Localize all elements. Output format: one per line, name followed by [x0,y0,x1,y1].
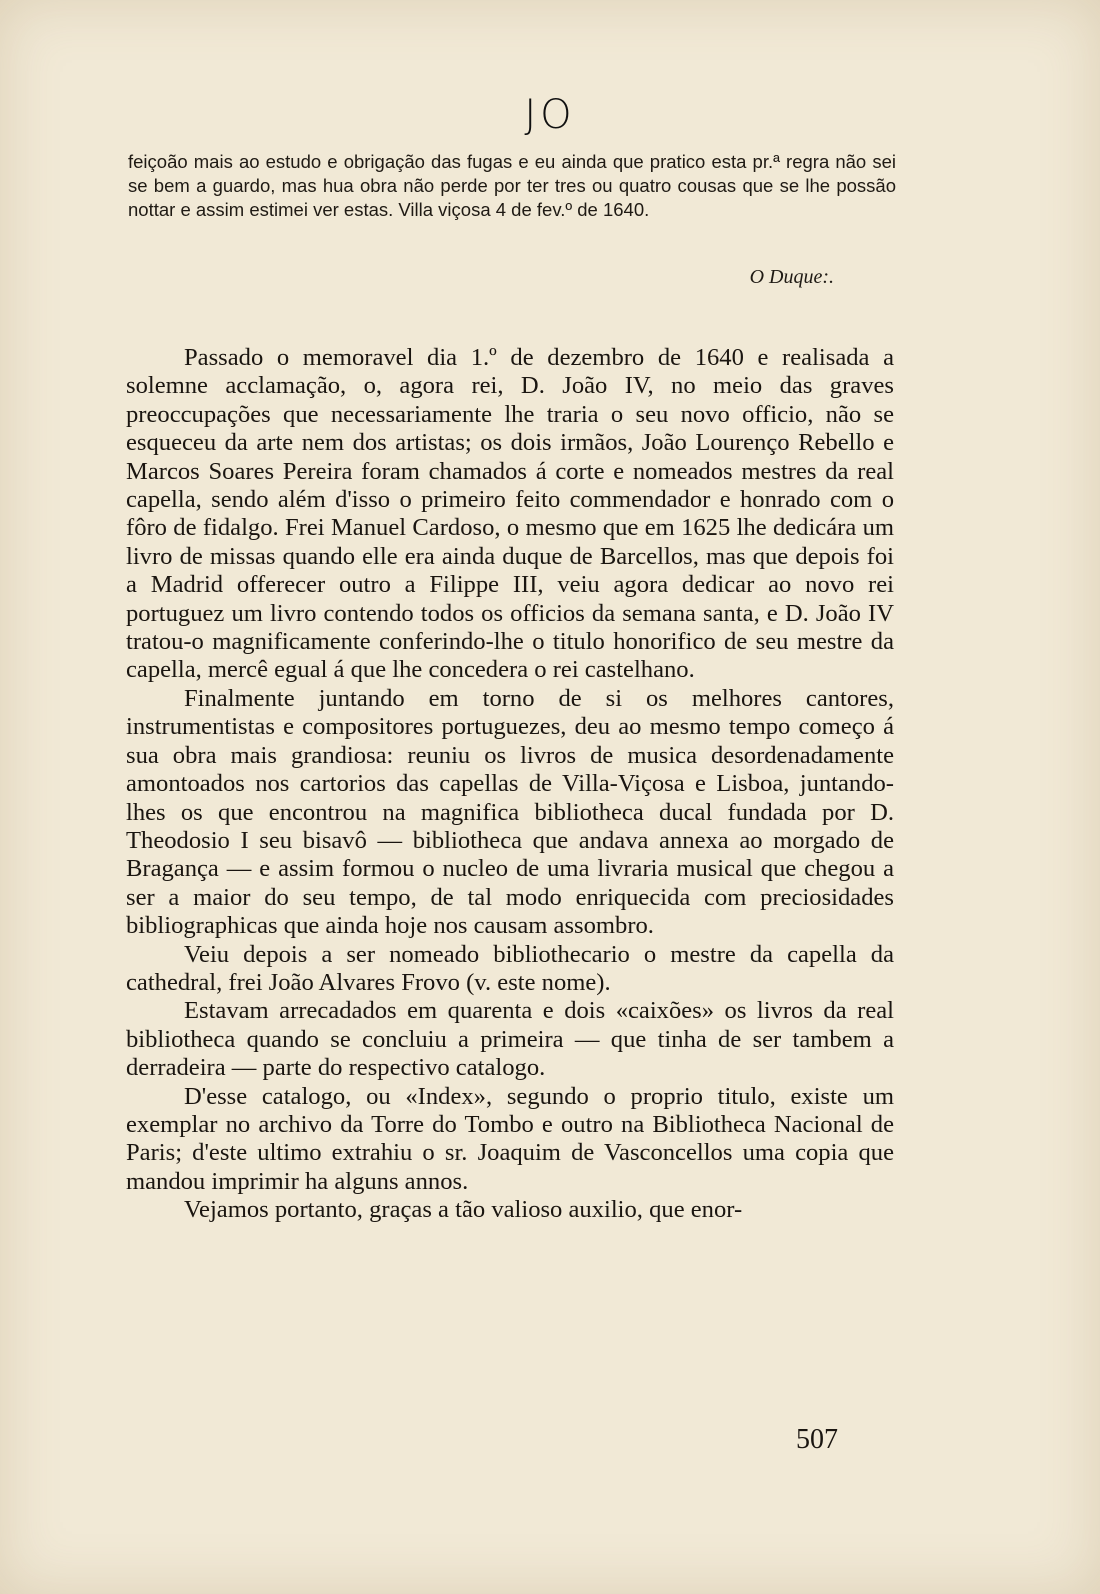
letter-excerpt: feiçoão mais ao estudo e obrigação das fugas e eu ainda que pratico esta pr.ª regra não sei se bem a guardo, mas hua obra não perde por ter tres ou quatro cousas que se lhe possão nottar e assim estimei ver estas. Villa viçosa 4 de fev.º de 1640. [128,151,896,220]
page-number: 507 [796,1424,838,1455]
paragraph: Estavam arrecadados em quarenta e dois «caixões» os livros da real bibliotheca quando se concluiu a primeira — que tinha de ser tambem a derradeira — parte do respectivo catalogo. [126,997,894,1082]
paragraph: Veiu depois a ser nomeado bibliothecario o mestre da capella da cathedral, frei João Alvares Frovo (v. este nome). [126,940,894,996]
running-title: JO [524,92,576,138]
main-text [126,344,894,1225]
paragraph: D'esse catalogo, ou «Index», segundo o proprio titulo, existe um exemplar no archivo da Torre do Tombo e outro na Bibliotheca Nacional de Paris; d'este ultimo extrahiu o sr. Joaquim de Vasconcellos uma copia que mandou imprimir ha alguns annos. [126,1082,894,1195]
paragraph: Finalmente juntando em torno de si os melhores cantores, instrumentistas e compositores portuguezes, deu ao mesmo tempo começo á sua obra mais grandiosa: reuniu os livros de musica desordenadamente amontoados nos cartorios das capellas de Villa-Viçosa e Lisboa, juntando-lhes os que encontrou na magnifica bibliotheca ducal fundada por D. Theodosio I seu bisavô — bibliotheca que andava annexa ao morgado de Bragança — e assim formou o nucleo de uma livraria musical que chegou a ser a maior do seu tempo, de tal modo enriquecida com preciosidades bibliographicas que ainda hoje nos causam assombro. [126,684,894,940]
letter-signature: O Duque:. [749,266,834,288]
paragraph: Vejamos portanto, graças a tão valioso auxilio, que enor- [184,1196,743,1224]
paragraph: Passado o memoravel dia 1.º de dezembro de 1640 e realisada a solemne acclamação, o, agora rei, D. João IV, no meio das graves preoccupações que necessariamente lhe traria o seu novo officio, não se esqueceu da arte nem dos artistas; os dois irmãos, João Lourenço Rebello e Marcos Soares Pereira foram chamados á corte e nomeados mestres da real capella, sendo além d'isso o primeiro feito commendador e honrado com o fôro de fidalgo. Frei Manuel Cardoso, o mesmo que em 1625 lhe dedicára um livro de missas quando elle era ainda duque de Barcellos, mas que depois foi a Madrid offerecer outro a Filippe III, veiu agora dedicar ao novo rei portuguez um livro contendo todos os officios da semana santa, e D. João IV tratou-o magnificamente conferindo-lhe o titulo honorifico de seu mestre da capella, mercê egual á que lhe concedera o rei castelhano. [126,344,894,684]
